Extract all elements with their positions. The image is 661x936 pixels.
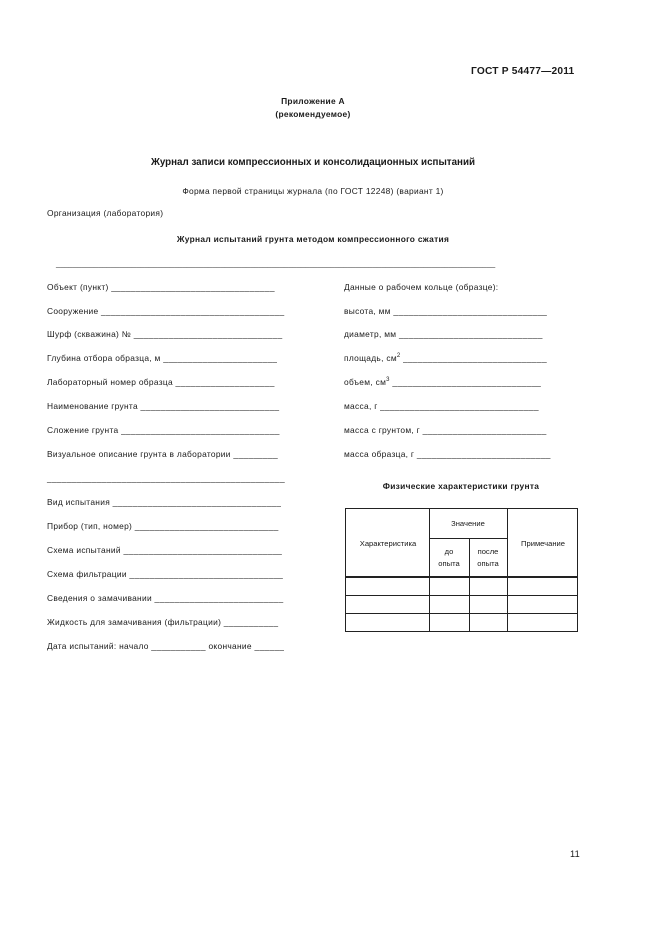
field-volume-line: ______________________________ — [389, 377, 542, 387]
organization-line: ________________________________________________________________________________________________________ — [56, 259, 496, 268]
field-area-sup: 2 — [396, 353, 401, 359]
field-depth: Глубина отбора образца, м _______________________ — [47, 353, 278, 363]
standard-code: ГОСТ Р 54477—2011 — [471, 66, 575, 77]
physical-characteristics-table — [345, 508, 578, 632]
field-soaking-info: Сведения о замачивании __________________________ — [47, 593, 284, 603]
table-hline-header — [346, 576, 577, 578]
journal-title: Журнал испытаний грунта методом компрессионного сжатия — [176, 234, 450, 244]
ring-data-header: Данные о рабочем кольце (образце): — [344, 282, 499, 292]
header-characteristic: Характеристика — [359, 539, 417, 548]
field-lab-number: Лабораторный номер образца ____________________ — [47, 377, 275, 387]
field-visual-description-line: ________________________________________________ — [47, 473, 285, 483]
appendix-title: Приложение А — [281, 96, 345, 106]
field-structure: Сооружение _____________________________________ — [47, 306, 285, 316]
field-test-dates: Дата испытаний: начало ___________ окончание ______ — [47, 641, 285, 651]
header-note: Примечание — [521, 539, 565, 548]
field-height: высота, мм _______________________________ — [344, 306, 548, 316]
field-visual-description: Визуальное описание грунта в лаборатории _________ — [47, 449, 279, 459]
field-area-label: площадь, см — [344, 353, 397, 363]
field-sample-mass: масса образца, г ___________________________ — [344, 449, 551, 459]
main-title: Журнал записи компрессионных и консолидационных испытаний — [150, 157, 476, 168]
table-hline-row2 — [346, 613, 577, 614]
table-hline-row1 — [346, 595, 577, 596]
field-mass: масса, г ________________________________ — [344, 401, 539, 411]
field-volume — [344, 377, 541, 387]
field-volume-sup: 3 — [386, 377, 390, 383]
field-object: Объект (пункт) _________________________________ — [47, 282, 275, 292]
appendix-subtitle: (рекомендуемое) — [275, 109, 351, 119]
field-area — [344, 353, 547, 363]
table-vline-2 — [469, 538, 470, 631]
field-diameter: диаметр, мм _____________________________ — [344, 329, 543, 339]
header-before-1: до — [444, 547, 454, 556]
field-mass-with-ground: масса с грунтом, г _________________________ — [344, 425, 547, 435]
field-volume-label: объем, см — [344, 377, 387, 387]
field-pit: Шурф (скважина) № ______________________________ — [47, 329, 283, 339]
field-area-line: _____________________________ — [400, 353, 547, 363]
header-after-1: после — [477, 547, 499, 556]
field-test-type: Вид испытания __________________________________ — [47, 497, 282, 507]
organization-label: Организация (лаборатория) — [47, 208, 164, 218]
physical-characteristics-title: Физические характеристики грунта — [382, 481, 540, 491]
header-after-2: опыта — [477, 559, 499, 568]
field-soil-composition: Сложение грунта ________________________________ — [47, 425, 280, 435]
page-number: 11 — [570, 849, 580, 859]
table-hline-value — [429, 538, 507, 539]
field-device: Прибор (тип, номер) _____________________________ — [47, 521, 279, 531]
field-soil-name: Наименование грунта ____________________________ — [47, 401, 280, 411]
form-note: Форма первой страницы журнала (по ГОСТ 12248) (вариант 1) — [182, 186, 444, 196]
header-value: Значение — [451, 519, 485, 528]
header-before-2: опыта — [438, 559, 460, 568]
field-test-scheme: Схема испытаний ________________________________ — [47, 545, 283, 555]
field-filtration-scheme: Схема фильтрации _______________________________ — [47, 569, 284, 579]
field-soaking-liquid: Жидкость для замачивания (фильтрации) ___________ — [47, 617, 279, 627]
